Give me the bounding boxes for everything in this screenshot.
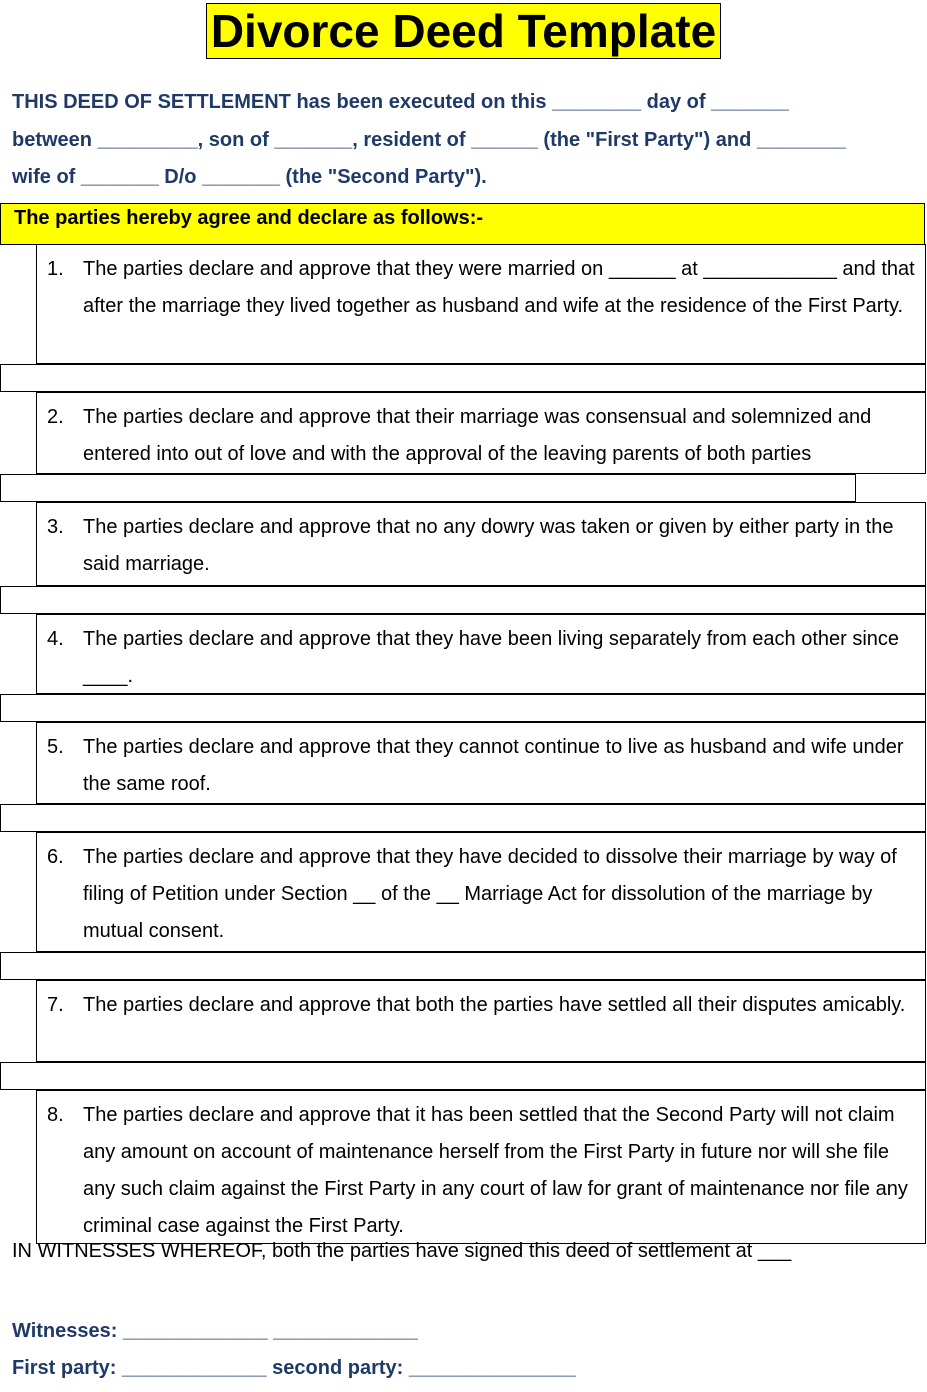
clause-number: 6. [47, 846, 64, 868]
clause-item [36, 832, 926, 952]
intro-line: wife of _______ D/o _______ (the "Second Party"). [12, 166, 487, 188]
spacer-row [0, 586, 926, 614]
clause-text: The parties declare and approve that both the parties have settled all their disputes amicably. [83, 994, 906, 1016]
clause-number: 4. [47, 628, 64, 650]
clause-text: The parties declare and approve that no any dowry was taken or given by either party in the said marriage. [83, 516, 894, 575]
document-title: Divorce Deed Template [206, 3, 721, 59]
intro-line: THIS DEED OF SETTLEMENT has been executed on this ________ day of _______ [12, 91, 789, 113]
clause-number: 5. [47, 736, 64, 758]
section-banner: The parties hereby agree and declare as follows:- [0, 203, 925, 245]
spacer-row [0, 364, 926, 392]
clause-number: 7. [47, 994, 64, 1016]
clause-item [36, 1090, 926, 1244]
clause-text: The parties declare and approve that they have decided to dissolve their marriage by way of filing of Petition under Section __ of the __ Marriage Act for dissolution of the marriage by mutual consent. [83, 846, 897, 942]
spacer-row [0, 694, 926, 722]
clause-text: The parties declare and approve that they were married on ______ at ____________ and that after the marriage they lived together as husband and wife at the residence of the First Party. [83, 258, 915, 317]
clause-item [36, 614, 926, 694]
clause-item [36, 502, 926, 586]
intro-paragraph [12, 84, 922, 197]
clause-text: The parties declare and approve that they cannot continue to live as husband and wife under the same roof. [83, 736, 904, 795]
spacer-row [0, 1062, 926, 1090]
clause-number: 3. [47, 516, 64, 538]
clause-text: The parties declare and approve that their marriage was consensual and solemnized and entered into out of love and with the approval of the leaving parents of both parties [83, 406, 872, 465]
clause-item [36, 244, 926, 364]
title-wrap [0, 0, 927, 59]
clause-text: The parties declare and approve that it has been settled that the Second Party will not claim any amount on account of maintenance herself from the First Party in future nor will she file any such claim against the First Party in any court of law for grant of maintenance nor file any criminal case against the First Party. [83, 1104, 908, 1237]
intro-line: between _________, son of _______, resident of ______ (the "First Party") and ________ [12, 128, 846, 151]
clause-item [36, 980, 926, 1062]
clause-item [36, 722, 926, 804]
spacer-row [0, 474, 856, 502]
spacer-row [0, 952, 926, 980]
witnesses-signature-line: Witnesses: _____________ _____________ [12, 1320, 418, 1342]
parties-signature-line: First party: _____________ second party: _______________ [12, 1357, 576, 1379]
spacer-row [0, 804, 926, 832]
clause-number: 2. [47, 406, 64, 428]
witness-statement: IN WITNESSES WHEREOF, both the parties have signed this deed of settlement at ___ [12, 1240, 792, 1262]
clause-text: The parties declare and approve that they have been living separately from each other since ____. [83, 628, 900, 687]
clause-item [36, 392, 926, 474]
clause-number: 8. [47, 1104, 64, 1126]
clause-number: 1. [47, 258, 64, 280]
